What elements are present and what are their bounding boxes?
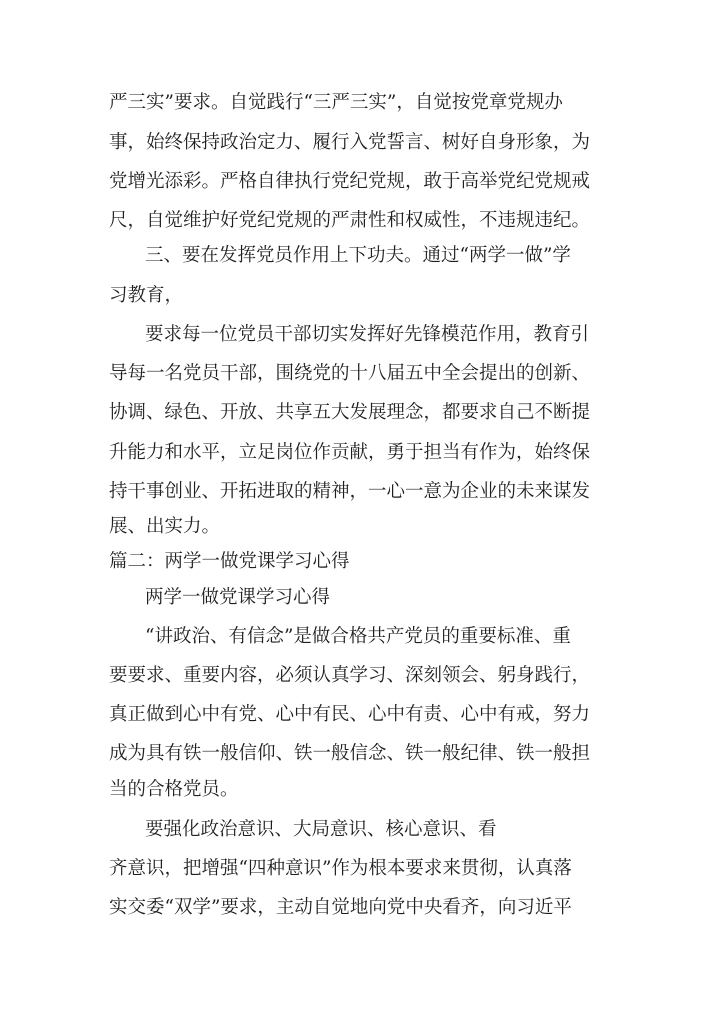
text-line-content: 协调、绿色、开放、共享五大发展理念，都要求自己不断提 (109, 402, 591, 423)
text-line (0, 359, 720, 389)
text-line-content: 要强化政治意识、大局意识、核心意识、看 (145, 819, 497, 840)
article-title (0, 583, 720, 613)
text-line-content: 展、出实力。 (109, 516, 221, 537)
text-line-content: 两学一做党课学习心得 (145, 587, 331, 608)
text-line-content: 要求每一位党员干部切实发挥好先锋模范作用，教育引 (145, 324, 590, 345)
text-line-content: 尺，自觉维护好党纪党规的严肃性和权威性，不违规违纪。 (109, 210, 591, 231)
text-line-content: 习教育， (109, 285, 184, 306)
text-line (0, 88, 720, 118)
text-line-content: 实交委“双学”要求，主动自觉地向党中央看齐，向习近平 (109, 897, 572, 918)
text-line (0, 854, 720, 884)
text-line (0, 167, 720, 197)
text-line-content: 三、要在发挥党员作用上下功夫。通过“两学一做”学 (145, 245, 571, 266)
text-line-content: “讲政治、有信念”是做合格共产党员的重要标准、重 (145, 626, 571, 647)
text-line-content: 齐意识，把增强“四种意识”作为根本要求来贯彻，认真落 (109, 858, 572, 879)
text-line-content: 严三实”要求。自觉践行“三严三实”，自觉按党章党规办 (109, 92, 563, 113)
text-line (0, 241, 720, 271)
text-line-content: 篇二：两学一做党课学习心得 (109, 551, 350, 572)
text-line (0, 815, 720, 845)
text-line (0, 622, 720, 652)
text-line-content: 升能力和水平，立足岗位作贡献，勇于担当有作为，始终保 (109, 442, 591, 463)
text-line-content: 当的合格党员。 (109, 779, 239, 800)
text-line (0, 661, 720, 691)
text-line (0, 281, 720, 311)
text-line (0, 512, 720, 542)
text-line (0, 739, 720, 769)
section-heading (0, 547, 720, 577)
text-line-content: 要要求、重要内容，必须认真学习、深刻领会、躬身践行， (109, 665, 591, 686)
text-line (0, 206, 720, 236)
text-line-content: 事，始终保持政治定力、履行入党誓言、树好自身形象，为 (109, 132, 591, 153)
text-line (0, 398, 720, 428)
text-line (0, 128, 720, 158)
text-line-content: 导每一名党员干部，围绕党的十八届五中全会提出的创新、 (109, 363, 591, 384)
text-line (0, 775, 720, 805)
text-line-content: 党增光添彩。严格自律执行党纪党规，敢于高举党纪党规戒 (109, 171, 591, 192)
text-line-content: 持干事创业、开拓进取的精神，一心一意为企业的未来谋发 (109, 481, 591, 502)
text-line-content: 真正做到心中有党、心中有民、心中有责、心中有戒，努力 (109, 704, 591, 725)
text-line (0, 320, 720, 350)
text-line (0, 477, 720, 507)
text-line (0, 700, 720, 730)
text-line (0, 438, 720, 468)
text-line (0, 893, 720, 923)
text-line-content: 成为具有铁一般信仰、铁一般信念、铁一般纪律、铁一般担 (109, 743, 591, 764)
